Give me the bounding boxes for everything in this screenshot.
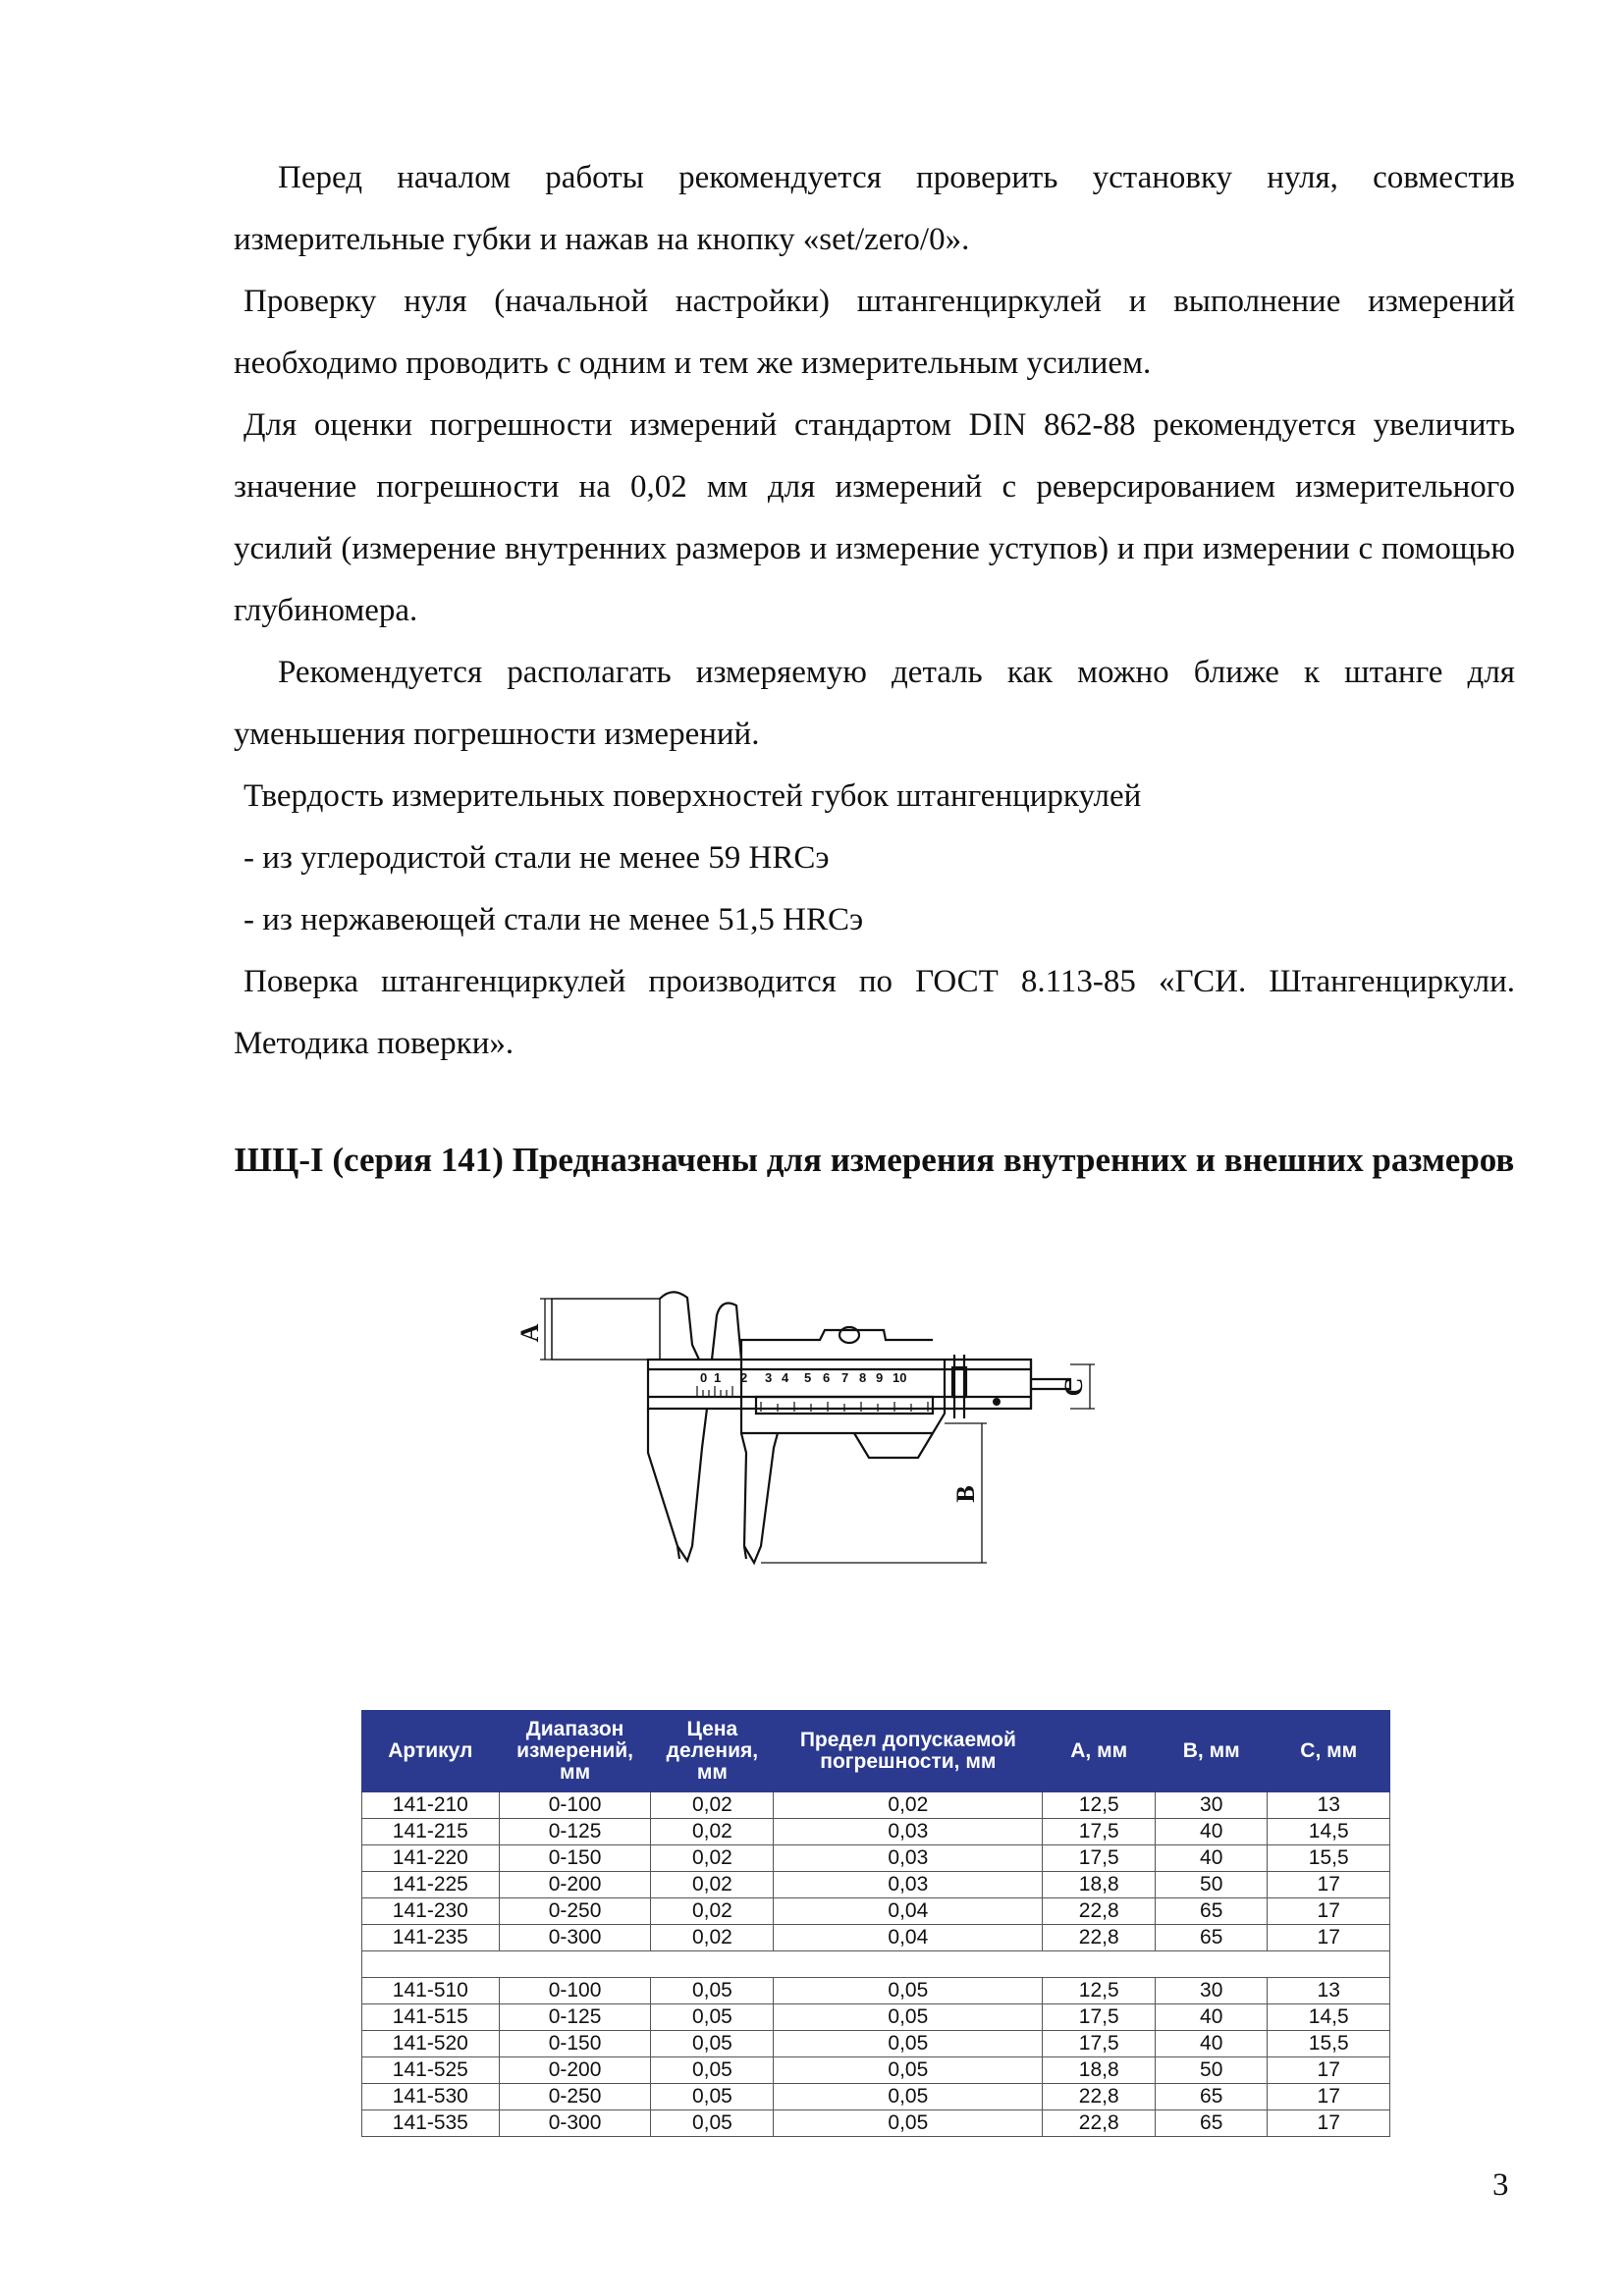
table-cell: 141-530: [362, 2084, 500, 2110]
specifications-table: [361, 1710, 1390, 2137]
scale-number: 7: [841, 1370, 849, 1385]
table-cell: 13: [1268, 1978, 1390, 2004]
table-cell: 0,02: [651, 1792, 774, 1819]
table-cell: 12,5: [1043, 1978, 1156, 2004]
table-cell: 0-300: [499, 2110, 651, 2137]
table-cell: 0-150: [499, 2031, 651, 2057]
caliper-diagram: [515, 1276, 1227, 1590]
table-cell: 0-300: [499, 1925, 651, 1951]
table-row: [362, 1845, 1390, 1872]
table-cell: 22,8: [1043, 1925, 1156, 1951]
table-cell: 0,05: [651, 2084, 774, 2110]
table-cell: 141-220: [362, 1845, 500, 1872]
table-cell: 0,02: [651, 1898, 774, 1925]
scale-number: 2: [740, 1370, 748, 1385]
table-cell: 65: [1155, 1925, 1267, 1951]
table-cell: 17,5: [1043, 1845, 1156, 1872]
table-cell: 0,05: [774, 2057, 1043, 2084]
table-cell: 0,05: [651, 2057, 774, 2084]
paragraph: Твердость измерительных поверхностей губок штангенциркулей: [244, 778, 1142, 814]
column-header: Диапазон измерений, мм: [499, 1711, 651, 1792]
paragraph: Для оценки погрешности измерений стандартом DIN 862-88 рекомендуется увеличить значение погрешности на 0,02 мм для измерений с реверсированием измерительного усилий (измерение внутренних размеров и измерение уступов) и при измерении с помощью глубиномера.: [234, 407, 1515, 628]
table-cell: 0,04: [774, 1898, 1043, 1925]
table-row: [362, 1978, 1390, 2004]
table-cell: 0,05: [774, 2031, 1043, 2057]
table-cell: 13: [1268, 1792, 1390, 1819]
table-cell: 0,05: [774, 2110, 1043, 2137]
dimension-b-label: B: [951, 1485, 980, 1503]
table-cell: 17: [1268, 2110, 1390, 2137]
table-cell: 12,5: [1043, 1792, 1156, 1819]
scale-number: 8: [859, 1370, 867, 1385]
table-cell: 0,05: [651, 1978, 774, 2004]
table-cell: 65: [1155, 2084, 1267, 2110]
table-cell: 17: [1268, 2084, 1390, 2110]
column-header: Цена деления, мм: [651, 1711, 774, 1792]
table-cell: 17: [1268, 1925, 1390, 1951]
list-item: - из нержавеющей стали не менее 51,5 HRCэ: [244, 902, 864, 937]
column-header: B, мм: [1155, 1711, 1267, 1792]
table-cell: 22,8: [1043, 1898, 1156, 1925]
table-cell: 0-125: [499, 2004, 651, 2031]
body-text: [234, 147, 1515, 1075]
scale-number: 3: [765, 1370, 773, 1385]
table-row: [362, 1925, 1390, 1951]
table-cell: 17: [1268, 1872, 1390, 1898]
paragraph: Перед началом работы рекомендуется проверить установку нуля, совместив измерительные губки и нажав на кнопку «set/zero/0».: [234, 160, 1515, 257]
table-cell: 0-250: [499, 1898, 651, 1925]
table-cell: 18,8: [1043, 1872, 1156, 1898]
table-cell: 40: [1155, 1845, 1267, 1872]
table-cell: 141-225: [362, 1872, 500, 1898]
page-number: 3: [1492, 2167, 1509, 2203]
table-cell: 0,02: [774, 1792, 1043, 1819]
table-cell: 0,02: [651, 1845, 774, 1872]
scale-number: 4: [782, 1370, 789, 1385]
paragraph: Проверку нуля (начальной настройки) штангенциркулей и выполнение измерений необходимо проводить с одним и тем же измерительным усилием.: [234, 284, 1515, 381]
table-cell: 40: [1155, 2031, 1267, 2057]
table-row: [362, 1898, 1390, 1925]
table-cell: 141-535: [362, 2110, 500, 2137]
section-heading: ШЦ-I (серия 141) Предназначены для измерения внутренних и внешних размеров: [234, 1141, 1515, 1179]
table-cell: 0,05: [774, 2004, 1043, 2031]
paragraph: Рекомендуется располагать измеряемую деталь как можно ближе к штанге для уменьшения погрешности измерений.: [234, 655, 1515, 752]
table-cell: 0,05: [651, 2110, 774, 2137]
table-cell: 17,5: [1043, 2031, 1156, 2057]
table-row: [362, 2084, 1390, 2110]
table-cell: 0,03: [774, 1872, 1043, 1898]
dimension-c-label: C: [1059, 1377, 1088, 1397]
table-cell: 17,5: [1043, 1819, 1156, 1845]
table-cell: 0,04: [774, 1925, 1043, 1951]
table-cell: 0-100: [499, 1792, 651, 1819]
table-row: [362, 2004, 1390, 2031]
scale-number: 1: [714, 1370, 722, 1385]
table-cell: 17,5: [1043, 2004, 1156, 2031]
table-row: [362, 1819, 1390, 1845]
table-cell: 0,05: [651, 2004, 774, 2031]
table-cell: 65: [1155, 1898, 1267, 1925]
table-cell: 0,03: [774, 1819, 1043, 1845]
table-cell: 15,5: [1268, 1845, 1390, 1872]
table-cell: 14,5: [1268, 1819, 1390, 1845]
table-body: [362, 1792, 1390, 2137]
table-cell: 0-250: [499, 2084, 651, 2110]
table-cell: 0,05: [651, 2031, 774, 2057]
scale-number: 5: [804, 1370, 812, 1385]
table-cell: 50: [1155, 2057, 1267, 2084]
table-cell: 40: [1155, 2004, 1267, 2031]
table-cell: 14,5: [1268, 2004, 1390, 2031]
scale-number: 9: [876, 1370, 884, 1385]
table-cell: 0,05: [774, 1978, 1043, 2004]
table-row: [362, 2031, 1390, 2057]
table-header-row: [362, 1711, 1390, 1792]
table-cell: 0-100: [499, 1978, 651, 2004]
table-cell: 141-510: [362, 1978, 500, 2004]
column-header: Предел допускаемой погрешности, мм: [774, 1711, 1043, 1792]
table-row: [362, 2057, 1390, 2084]
separator-cell: [362, 1951, 1390, 1978]
scale-number: 10: [893, 1370, 907, 1385]
table-cell: 141-215: [362, 1819, 500, 1845]
table-cell: 0-200: [499, 1872, 651, 1898]
table-cell: 0,02: [651, 1819, 774, 1845]
column-header: A, мм: [1043, 1711, 1156, 1792]
table-cell: 141-210: [362, 1792, 500, 1819]
table-cell: 141-515: [362, 2004, 500, 2031]
list-item: - из углеродистой стали не менее 59 HRCэ: [244, 840, 830, 876]
paragraph: Поверка штангенциркулей производится по ГОСТ 8.113-85 «ГСИ. Штангенциркули. Методика поверки».: [234, 964, 1515, 1061]
table-cell: 0,05: [774, 2084, 1043, 2110]
table-cell: 15,5: [1268, 2031, 1390, 2057]
table-cell: 0-150: [499, 1845, 651, 1872]
table-row: [362, 1872, 1390, 1898]
table-cell: 22,8: [1043, 2084, 1156, 2110]
table-cell: 141-525: [362, 2057, 500, 2084]
table-cell: 0,02: [651, 1925, 774, 1951]
dimension-a-label: A: [515, 1323, 544, 1343]
table-row: [362, 2110, 1390, 2137]
table-cell: 0,02: [651, 1872, 774, 1898]
column-header: Артикул: [362, 1711, 500, 1792]
table-cell: 30: [1155, 1792, 1267, 1819]
table-cell: 22,8: [1043, 2110, 1156, 2137]
table-row: [362, 1792, 1390, 1819]
table-cell: 30: [1155, 1978, 1267, 2004]
table-cell: 141-520: [362, 2031, 500, 2057]
table-cell: 40: [1155, 1819, 1267, 1845]
table-cell: 0-125: [499, 1819, 651, 1845]
table-cell: 141-235: [362, 1925, 500, 1951]
table-cell: 17: [1268, 2057, 1390, 2084]
scale-number: 0: [700, 1370, 708, 1385]
table-cell: 141-230: [362, 1898, 500, 1925]
scale-number: 6: [823, 1370, 831, 1385]
column-header: C, мм: [1268, 1711, 1390, 1792]
table-separator-row: [362, 1951, 1390, 1978]
table-cell: 65: [1155, 2110, 1267, 2137]
table-cell: 18,8: [1043, 2057, 1156, 2084]
table-cell: 0,03: [774, 1845, 1043, 1872]
table-cell: 0-200: [499, 2057, 651, 2084]
table-cell: 50: [1155, 1872, 1267, 1898]
table-cell: 17: [1268, 1898, 1390, 1925]
